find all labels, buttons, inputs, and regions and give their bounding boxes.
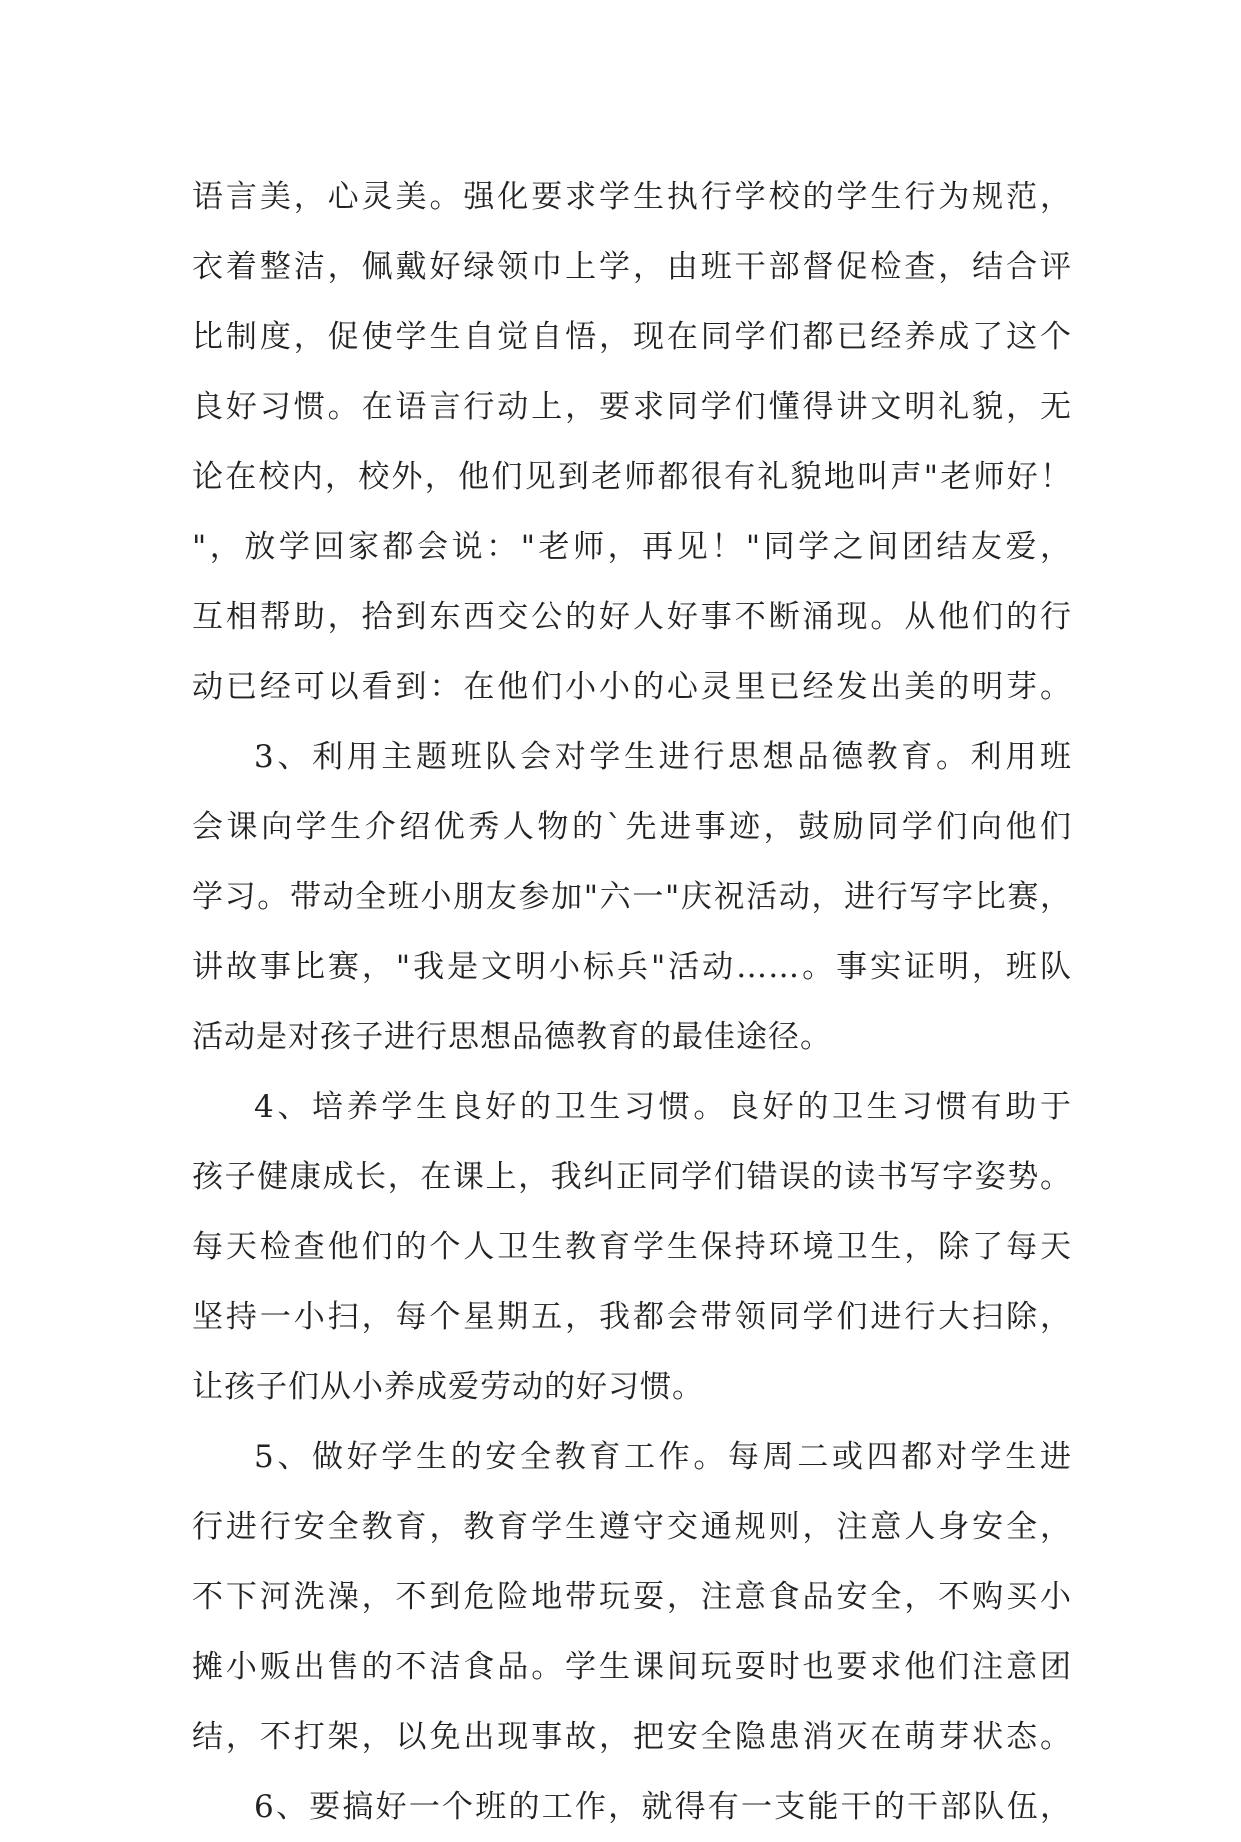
text-line: 活动是对孩子进行思想品德教育的最佳途径。: [192, 1019, 832, 1055]
text-line: 每天检查他们的个人卫生教育学生保持环境卫生，除了每天: [192, 1229, 1072, 1265]
text-line: 3、利用主题班队会对学生进行思想品德教育。利用班: [254, 739, 1072, 775]
text-line: 互相帮助，拾到东西交公的好人好事不断涌现。从他们的行: [192, 599, 1072, 635]
text-line: "，放学回家都会说："老师，再见！"同学之间团结友爱，: [192, 529, 1072, 565]
text-line: 衣着整洁，佩戴好绿领巾上学，由班干部督促检查，结合评: [192, 249, 1072, 285]
text-line: 语言美，心灵美。强化要求学生执行学校的学生行为规范，: [192, 179, 1072, 215]
text-line: 行进行安全教育，教育学生遵守交通规则，注意人身安全，: [192, 1509, 1072, 1545]
text-line: 孩子健康成长，在课上，我纠正同学们错误的读书写字姿势。: [192, 1159, 1072, 1195]
text-line: 坚持一小扫，每个星期五，我都会带领同学们进行大扫除，: [192, 1299, 1072, 1335]
text-line: 6、要搞好一个班的工作，就得有一支能干的干部队伍，: [254, 1789, 1072, 1825]
text-line: 不下河洗澡，不到危险地带玩耍，注意食品安全，不购买小: [192, 1579, 1072, 1615]
text-line: 让孩子们从小养成爱劳动的好习惯。: [192, 1369, 704, 1405]
text-line: 比制度，促使学生自觉自悟，现在同学们都已经养成了这个: [192, 319, 1072, 355]
text-line: 论在校内，校外，他们见到老师都很有礼貌地叫声"老师好！: [192, 459, 1072, 495]
text-line: 结，不打架，以免出现事故，把安全隐患消灭在萌芽状态。: [192, 1719, 1072, 1755]
text-line: 良好习惯。在语言行动上，要求同学们懂得讲文明礼貌，无: [192, 389, 1072, 425]
text-line: 讲故事比赛，"我是文明小标兵"活动……。事实证明，班队: [192, 949, 1072, 985]
text-line: 5、做好学生的安全教育工作。每周二或四都对学生进: [254, 1439, 1072, 1475]
text-line: 会课向学生介绍优秀人物的`先进事迹，鼓励同学们向他们: [192, 809, 1072, 845]
text-line: 动已经可以看到：在他们小小的心灵里已经发出美的明芽。: [192, 669, 1072, 705]
text-line: 学习。带动全班小朋友参加"六一"庆祝活动，进行写字比赛，: [192, 879, 1072, 915]
document-body: [192, 162, 1072, 1842]
text-line: 4、培养学生良好的卫生习惯。良好的卫生习惯有助于: [254, 1089, 1072, 1125]
text-line: 摊小贩出售的不洁食品。学生课间玩耍时也要求他们注意团: [192, 1649, 1072, 1685]
